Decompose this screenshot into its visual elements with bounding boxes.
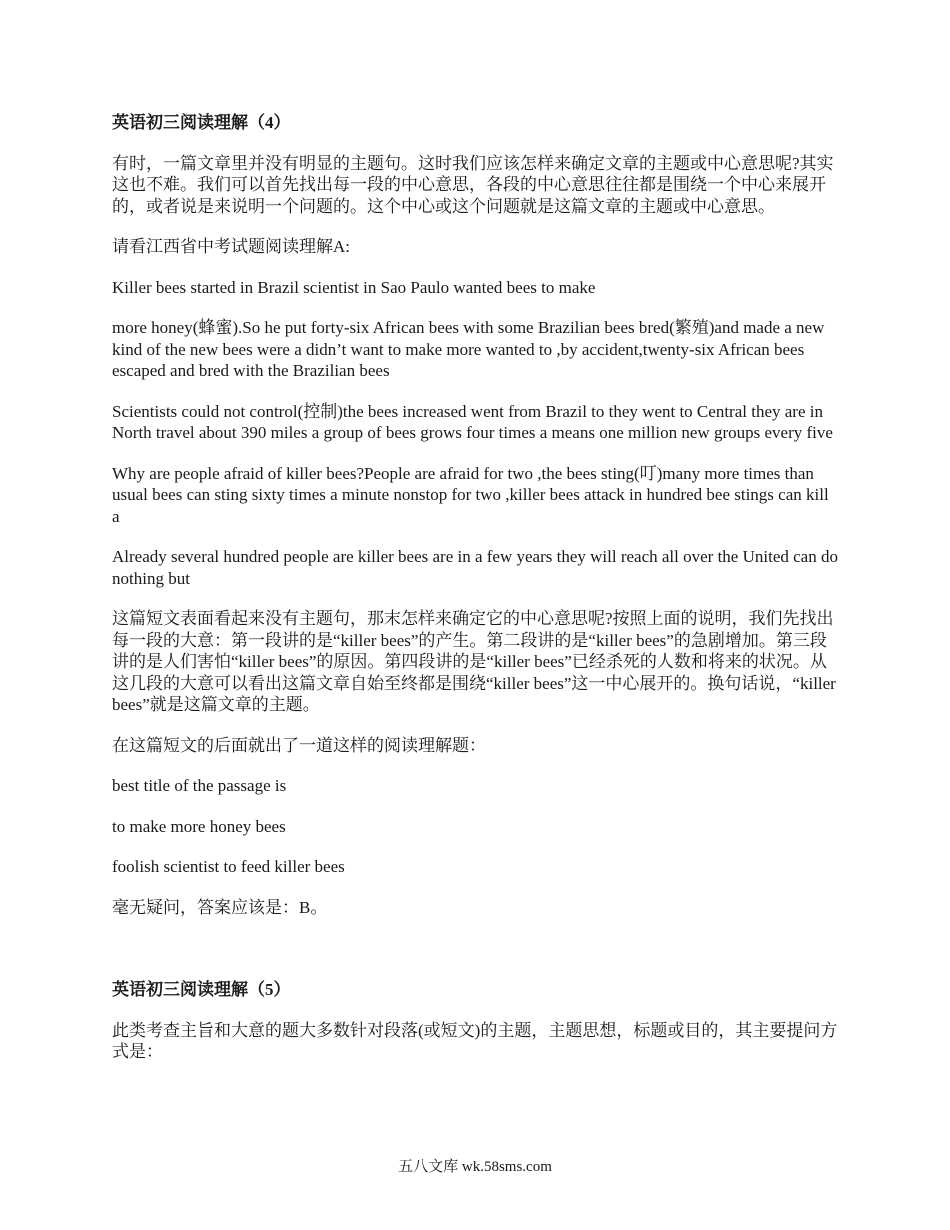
document-page [112,112,840,1082]
intro-paragraph: 有时，一篇文章里并没有明显的主题句。这时我们应该怎样来确定文章的主题或中心意思呢?其实这也不难。我们可以首先找出每一段的中心意思，各段的中心意思往往都是围绕一个中心来展开的，或者说是来说明一个问题的。这个中心或这个问题就是这篇文章的主题或中心意思。 [112,153,834,216]
section2-paragraph: 此类考查主旨和大意的题大多数针对段落(或短文)的主题，主题思想，标题或目的，其主要提问方式是： [112,1020,838,1061]
question-intro: 在这篇短文的后面就出了一道这样的阅读理解题： [112,735,486,755]
section-heading-4: 英语初三阅读理解（4） [112,113,291,132]
passage-paragraph-2: Scientists could not control(控制)the bees increased went from Brazil to they went to Central they are in North travel about 390 miles a group of bees grows four times a means one million new groups every five [112,401,833,442]
exam-reference: 请看江西省中考试题阅读理解A: [112,237,350,256]
question-option-2: foolish scientist to feed killer bees [112,857,345,876]
passage-paragraph-4: Already several hundred people are killer bees are in a few years they will reach all over the United can do nothing but [112,547,838,588]
analysis-paragraph: 这篇短文表面看起来没有主题句，那末怎样来确定它的中心意思呢?按照上面的说明，我们先找出每一段的大意：第一段讲的是“killer bees”的产生。第二段讲的是“killer bees”的急剧增加。第三段讲的是人们害怕“killer bees”的原因。第四段讲的是“killer bees”已经杀死的人数和将来的状况。从这几段的大意可以看出这篇文章自始至终都是围绕“killer bees”这一中心展开的。换句话说，“killer bees”就是这篇文章的主题。 [112,609,836,714]
passage-paragraph-1a: Killer bees started in Brazil scientist in Sao Paulo wanted bees to make [112,277,596,297]
section-heading-5: 英语初三阅读理解（5） [112,980,291,999]
passage-paragraph-3: Why are people afraid of killer bees?People are afraid for two ,the bees sting(叮)many more times than usual bees can sting sixty times a minute nonstop for two ,killer bees attack in hundred bee stings can kill a [112,463,829,526]
question-stem: best title of the passage is [112,776,287,795]
answer-paragraph: 毫无疑问，答案应该是：B。 [112,897,328,917]
question-option-1: to make more honey bees [112,816,286,836]
passage-paragraph-1b: more honey(蜂蜜).So he put forty-six African bees with some Brazilian bees bred(繁殖)and made a new kind of the new bees were a didn’t want to make more wanted to ,by accident,twenty-six African bees escaped and bred with the Brazilian bees [112,318,825,380]
footer-watermark: 五八文库 wk.58sms.com [398,1159,552,1175]
section-spacer [112,937,840,979]
